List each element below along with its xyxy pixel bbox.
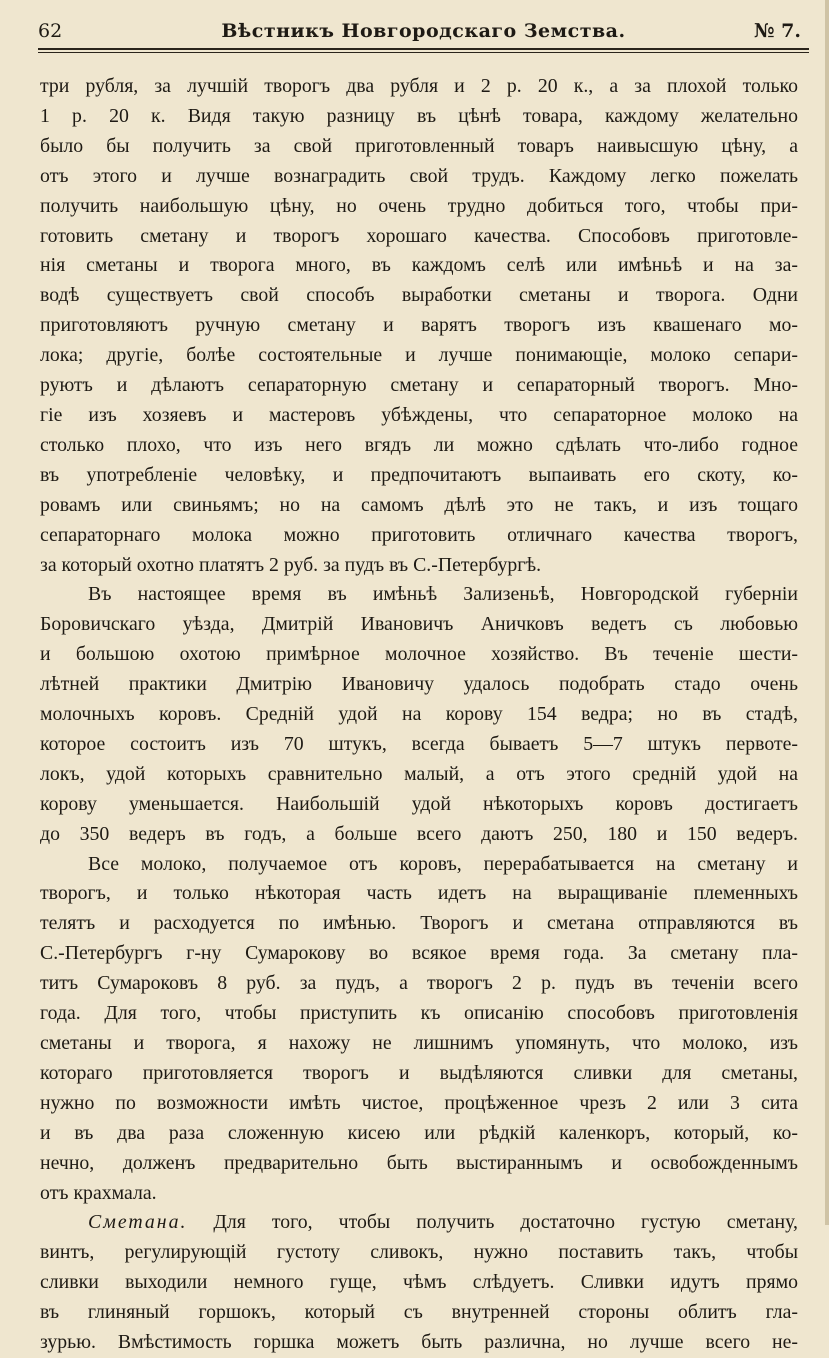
text-line: нія сметаны и творога много, въ каждомъ селѣ или имѣньѣ и на за- xyxy=(40,254,798,277)
text-line: гіе изъ хозяевъ и мастеровъ убѣждены, что сепараторное молоко на xyxy=(40,403,798,426)
text-line: отъ этого и лучше вознаградить свой трудъ. Каждому легко пожелать xyxy=(40,164,798,187)
header-rule-thin xyxy=(38,52,809,53)
text-line: телятъ и расходуется по имѣнью. Творогъ и сметана отправляются въ xyxy=(40,912,798,935)
text-line: котораго приготовляется творогъ и выдѣляются сливки для сметаны, xyxy=(40,1061,798,1084)
text-line: молочныхъ коровъ. Средній удой на корову 154 ведра; но въ стадѣ, xyxy=(40,703,798,726)
text-line: за который охотно платятъ 2 руб. за пудъ въ С.-Петербургѣ. xyxy=(40,553,542,576)
page-number: 62 xyxy=(38,20,63,42)
text-line: и большою охотою примѣрное молочное хозяйство. Въ теченіе шести- xyxy=(40,643,798,666)
text-line: было бы получить за свой приготовленный товаръ наивысшую цѣну, а xyxy=(40,134,798,157)
text-line: сепараторнаго молока можно приготовить отличнаго качества творогъ, xyxy=(40,523,798,546)
text-line: приготовляютъ ручную сметану и варятъ творогъ изъ квашенаго мо- xyxy=(40,314,798,337)
text-line: готовить сметану и творогъ хорошаго качества. Способовъ приготовле- xyxy=(40,224,798,247)
text-line: Боровичскаго уѣзда, Дмитрій Ивановичъ Аничковъ ведетъ съ любовью xyxy=(40,613,798,636)
text-line: года. Для того, чтобы приступить къ описанію способовъ приготовленія xyxy=(40,1002,798,1025)
text-line: лѣтней практики Дмитрію Ивановичу удалось подобрать стадо очень xyxy=(40,673,798,696)
page-edge xyxy=(825,0,829,1225)
issue-number: № 7. xyxy=(753,20,801,42)
text-line: и въ два раза сложенную кисею или рѣдкій каленкоръ, который, ко- xyxy=(40,1121,798,1144)
section-heading-italic: Сметана. xyxy=(88,1211,188,1234)
header-rule xyxy=(38,48,809,50)
text-line: 1 р. 20 к. Видя такую разницу въ цѣнѣ товара, каждому желательно xyxy=(40,104,798,127)
text-line: сливки выходили немного гуще, чѣмъ слѣдуетъ. Сливки идутъ прямо xyxy=(40,1271,798,1294)
text-run: Для того, чтобы получить достаточно густую сметану, xyxy=(213,1211,798,1234)
body-text xyxy=(40,72,798,1358)
text-line: до 350 ведеръ въ годъ, а больше всего даютъ 250, 180 и 150 ведеръ. xyxy=(40,822,798,845)
text-line: винтъ, регулирующій густоту сливокъ, нужно поставить такъ, чтобы xyxy=(40,1241,798,1264)
text-line: въ глиняный горшокъ, который съ внутренней стороны облитъ гла- xyxy=(40,1301,798,1324)
text-line: творогъ, и только нѣкоторая часть идетъ на выращиваніе племенныхъ xyxy=(40,882,798,905)
text-line: столько плохо, что изъ него вгядъ ли можно сдѣлать что-либо годное xyxy=(40,433,798,456)
text-line: три рубля, за лучшій творогъ два рубля и 2 р. 20 к., а за плохой только xyxy=(40,75,798,97)
journal-title: Вѣстникъ Новгородскаго Земства. xyxy=(221,20,626,42)
text-line xyxy=(40,1208,798,1238)
text-line: получить наибольшую цѣну, но очень трудно добиться того, чтобы при- xyxy=(40,194,798,217)
paragraph xyxy=(40,72,798,580)
text-line: отъ крахмала. xyxy=(40,1181,157,1204)
text-line: корову уменьшается. Наибольшій удой нѣкоторыхъ коровъ достигаетъ xyxy=(40,792,798,815)
paragraph xyxy=(40,850,798,1209)
text-line: руютъ и дѣлаютъ сепараторную сметану и сепараторный творогъ. Мно- xyxy=(40,374,798,397)
paragraph xyxy=(40,1208,798,1358)
text-line: локъ, удой которыхъ сравнительно малый, а отъ этого средній удой на xyxy=(40,762,798,785)
text-line: сметаны и творога, я нахожу не лишнимъ упомянуть, что молоко, изъ xyxy=(40,1032,798,1054)
text-line: нечно, долженъ предварительно быть выстираннымъ и освобожденнымъ xyxy=(40,1151,798,1174)
text-line: которое состоитъ изъ 70 штукъ, всегда бываетъ 5—7 штукъ первоте- xyxy=(40,732,798,755)
text-line: въ употребленіе человѣку, и предпочитаютъ выпаивать его скоту, ко- xyxy=(40,463,798,486)
text-line: зурью. Вмѣстимость горшка можетъ быть различна, но лучше всего не- xyxy=(40,1331,798,1354)
text-line: лока; другіе, болѣе состоятельные и лучше понимающіе, молоко сепари- xyxy=(40,344,798,367)
text-line: Въ настоящее время въ имѣньѣ Зализеньѣ, Новгородской губерніи xyxy=(88,583,798,606)
text-line: С.-Петербургъ г-ну Сумарокову во всякое время года. За сметану пла- xyxy=(40,942,798,965)
paragraph xyxy=(40,580,798,849)
text-line: водѣ существуетъ свой способъ выработки сметаны и творога. Одни xyxy=(40,284,798,307)
text-line: ровамъ или свиньямъ; но на самомъ дѣлѣ это не такъ, и изъ тощаго xyxy=(40,493,798,516)
text-line: титъ Сумароковъ 8 руб. за пудъ, а творогъ 2 р. пудъ въ теченіи всего xyxy=(40,972,798,995)
text-line: Все молоко, получаемое отъ коровъ, перерабатывается на сметану и xyxy=(88,852,798,875)
text-line: нужно по возможности имѣть чистое, процѣженное чрезъ 2 или 3 сита xyxy=(40,1091,798,1114)
page-header xyxy=(38,20,809,46)
